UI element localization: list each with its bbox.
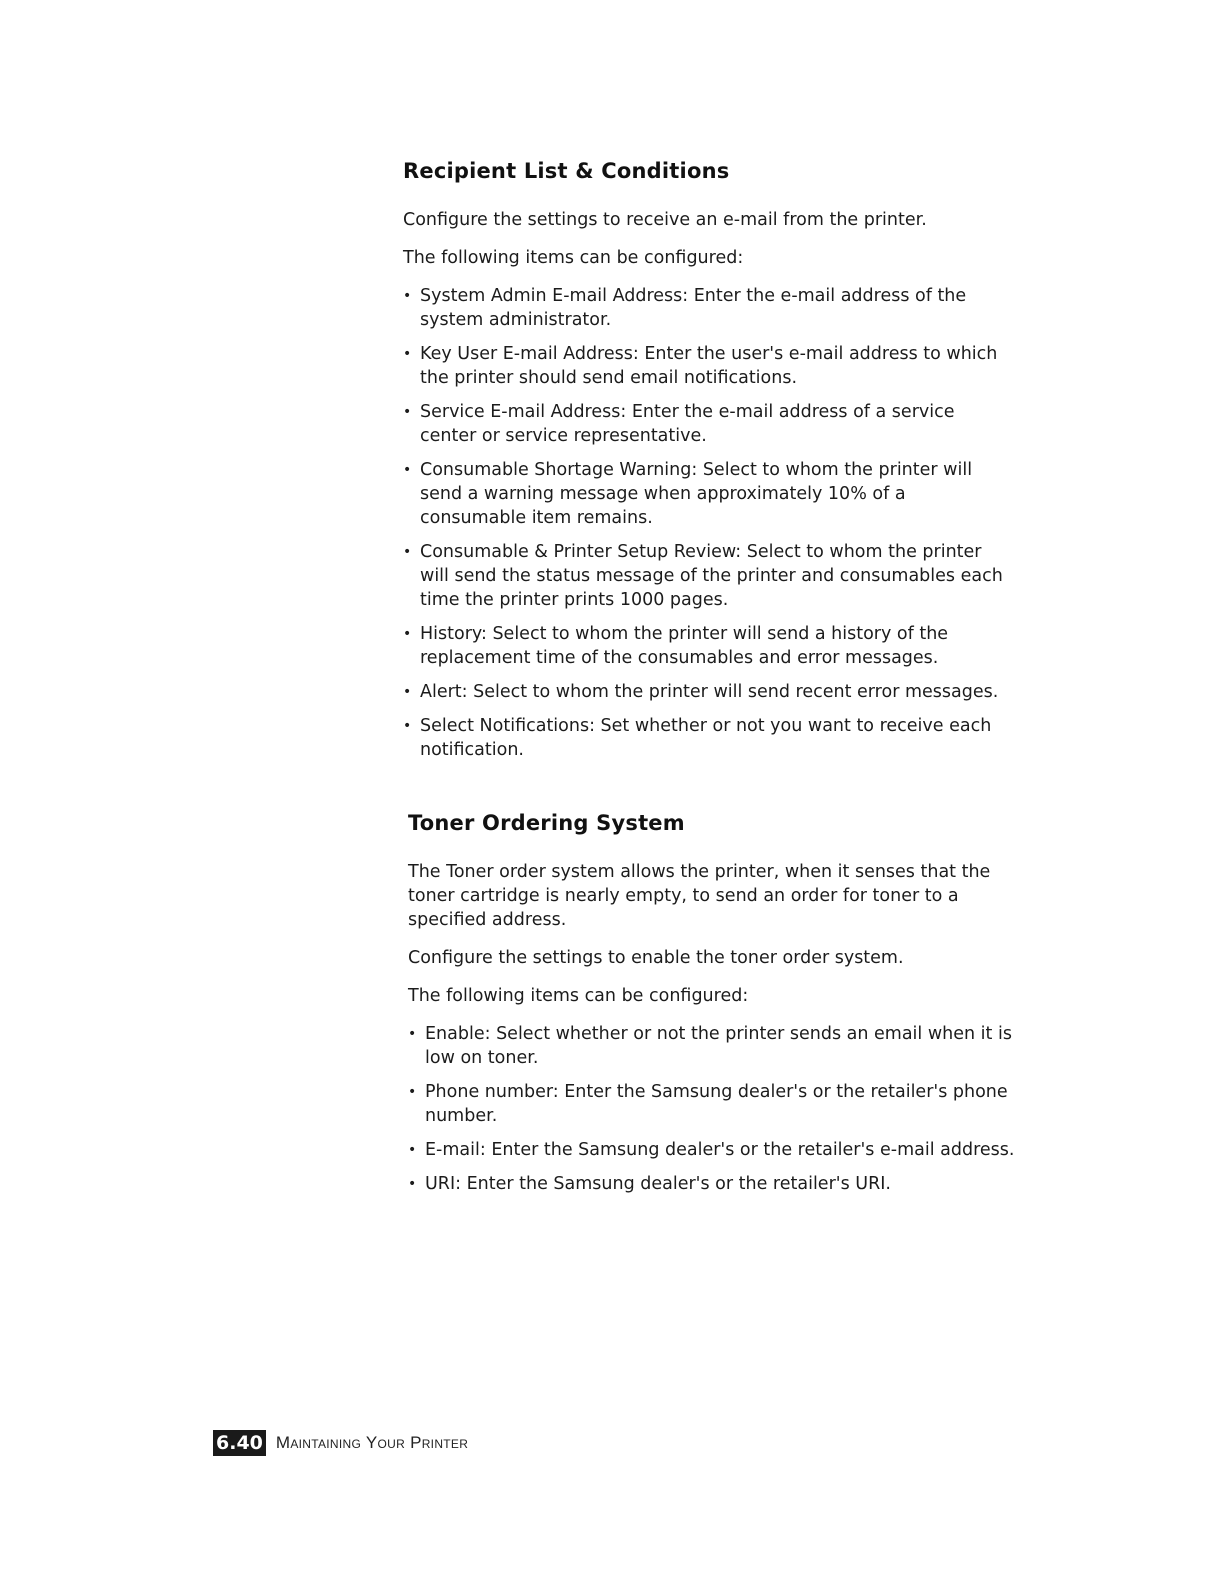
- section-recipient-list: [403, 156, 1013, 772]
- list-intro: The following items can be configured:: [403, 248, 744, 268]
- section-heading: Toner Ordering System: [408, 811, 685, 835]
- intro-paragraph: Configure the settings to receive an e-mail from the printer.: [403, 210, 927, 230]
- list-item: • Key User E-mail Address: Enter the user's e-mail address to which the printer should send email notifications.: [403, 342, 1013, 390]
- bullet-list: [408, 1022, 1018, 1196]
- list-item: • Alert: Select to whom the printer will send recent error messages.: [403, 680, 1013, 704]
- list-item: • Service E-mail Address: Enter the e-mail address of a service center or service representative.: [403, 400, 1013, 448]
- page-footer: [213, 1430, 468, 1456]
- section-toner-ordering: [408, 808, 1018, 1206]
- section-heading: Recipient List & Conditions: [403, 159, 730, 183]
- chapter-title: Maintaining Your Printer: [275, 1433, 469, 1452]
- list-item: • Consumable & Printer Setup Review: Select to whom the printer will send the status message of the printer and consumables each time the printer prints 1000 pages.: [403, 540, 1013, 612]
- list-item: • E-mail: Enter the Samsung dealer's or the retailer's e-mail address.: [408, 1138, 1018, 1162]
- bullet-list: [403, 284, 1013, 762]
- body-paragraph: Configure the settings to enable the toner order system.: [408, 948, 904, 968]
- page-number: 6.40: [213, 1430, 266, 1456]
- list-item: • Select Notifications: Set whether or not you want to receive each notification.: [403, 714, 1013, 762]
- list-item: • History: Select to whom the printer will send a history of the replacement time of the consumables and error messages.: [403, 622, 1013, 670]
- body-paragraph: The Toner order system allows the printer, when it senses that the toner cartridge is nearly empty, to send an order for toner to a specified address.: [408, 862, 991, 930]
- list-item: • URI: Enter the Samsung dealer's or the retailer's URI.: [408, 1172, 1018, 1196]
- list-intro: The following items can be configured:: [408, 986, 749, 1006]
- list-item: • Consumable Shortage Warning: Select to whom the printer will send a warning message when approximately 10% of a consumable item remains.: [403, 458, 1013, 530]
- list-item: • Enable: Select whether or not the printer sends an email when it is low on toner.: [408, 1022, 1018, 1070]
- list-item: • System Admin E-mail Address: Enter the e-mail address of the system administrator.: [403, 284, 1013, 332]
- list-item: • Phone number: Enter the Samsung dealer's or the retailer's phone number.: [408, 1080, 1018, 1128]
